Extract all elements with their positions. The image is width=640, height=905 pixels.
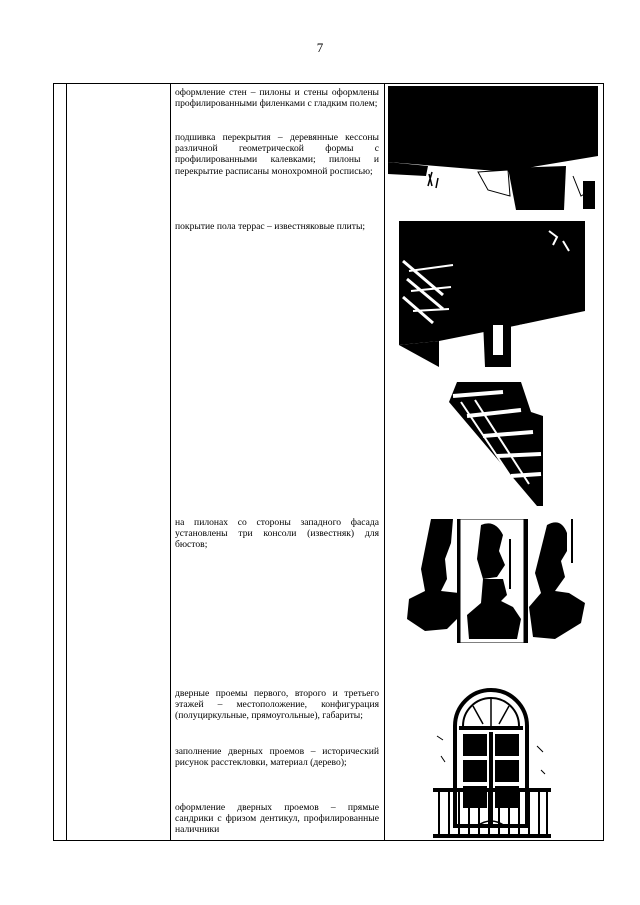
paragraph-door-filling: заполнение дверных проемов – исторический рисунок расстекловки, материал (дерево); <box>175 746 379 769</box>
photo-ceiling-detail <box>441 382 543 506</box>
paragraph-ceiling-lining: подшивка перекрытия – деревянные кессоны различной геометрической формы с профилированными калевками; пилоны и перекрытие расписаны монохромной росписью; <box>175 132 379 177</box>
table-column-divider <box>66 84 67 840</box>
page-number: 7 <box>316 40 324 55</box>
photo-arched-door-balcony <box>433 676 551 840</box>
table-column-divider <box>170 84 171 840</box>
attribute-table <box>53 83 604 841</box>
paragraph-bust-consoles: на пилонах со стороны западного фасада установлены три консоли (известняк) для бюстов; <box>175 517 379 551</box>
paragraph-door-decoration: оформление дверных проемов – прямые сандрики с фризом дентикул, профилированные наличники <box>175 802 379 836</box>
description-column <box>175 84 379 840</box>
photo-bust-consoles <box>401 519 592 643</box>
photo-coffered-ceiling <box>399 221 585 367</box>
paragraph-door-openings: дверные проемы первого, второго и третьего этажей – местоположение, конфигурация (полуциркульные, прямоугольные), габариты; <box>175 688 379 722</box>
paragraph-wall-finish: оформление стен – пилоны и стены оформлены профилированными филенками с гладким полем; <box>175 87 379 110</box>
table-column-divider <box>384 84 385 840</box>
paragraph-terrace-floor: покрытие пола террас – известняковые плиты; <box>175 221 366 232</box>
photo-terrace-ceiling-pylon <box>388 86 598 210</box>
